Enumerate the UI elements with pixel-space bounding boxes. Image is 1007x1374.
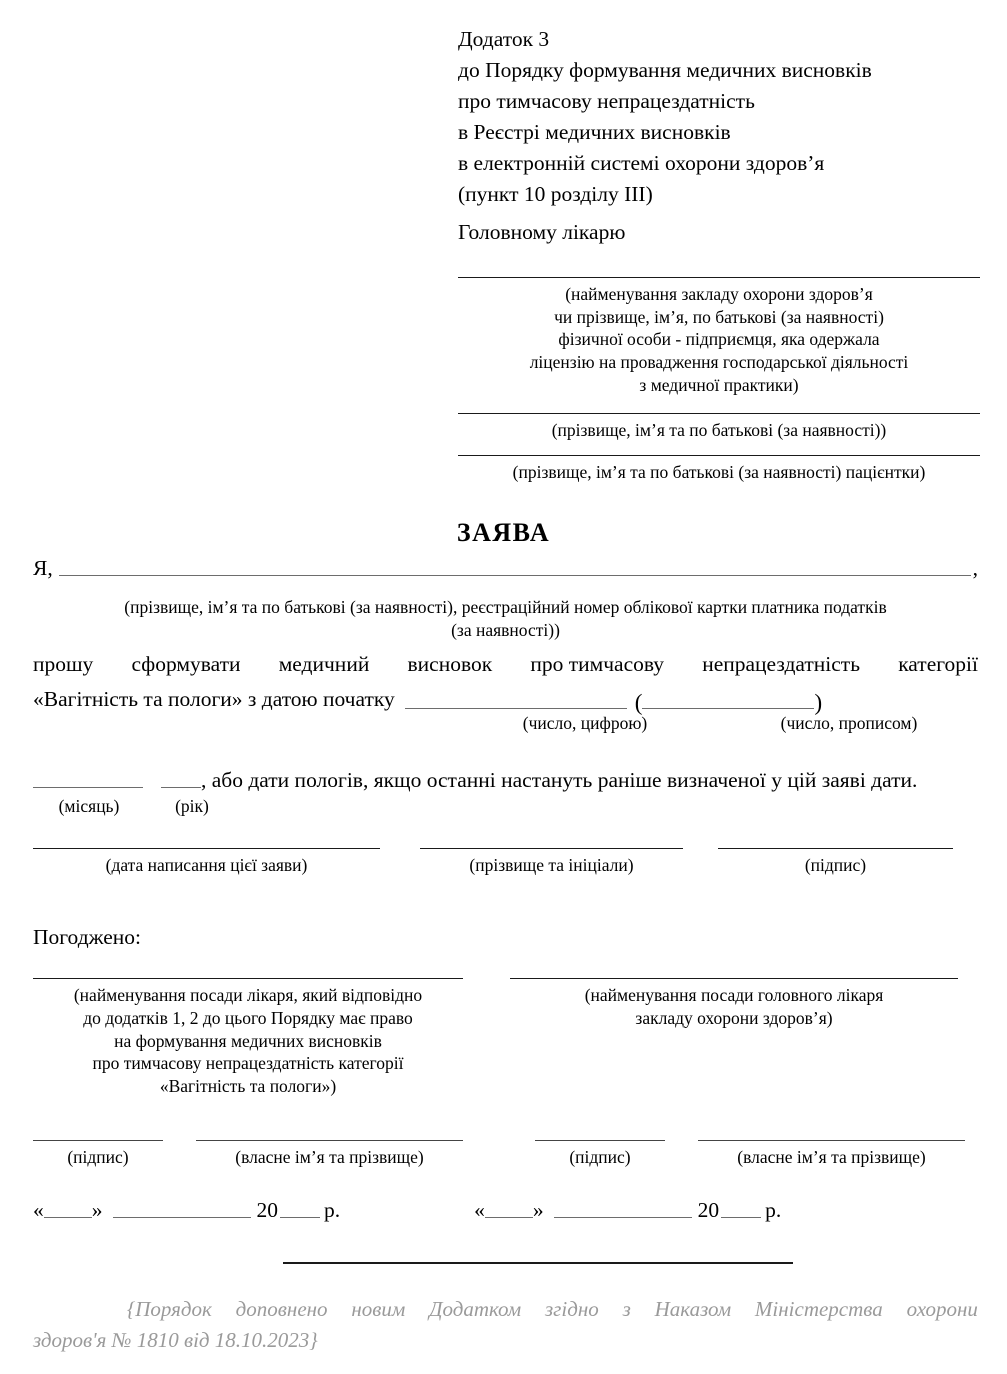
chief-position-caption-line-2: закладу охорони здоров’я) [635, 1007, 833, 1028]
amendment-word-8: Міністерства [754, 1297, 883, 1321]
right-date-month-input-line[interactable] [554, 1217, 692, 1218]
institution-caption-line-5: з медичної практики) [639, 374, 799, 395]
amendment-word-3: новим [351, 1297, 406, 1321]
start-date-words-input-line[interactable] [642, 708, 814, 709]
left-date-year-input-line[interactable] [280, 1217, 320, 1218]
doctor-position-input-line[interactable] [33, 978, 463, 979]
request-word-2: сформувати [131, 652, 241, 676]
applicant-row [33, 558, 978, 582]
left-date-quote-close: » [91, 1198, 103, 1222]
start-date-captions [460, 712, 980, 735]
appendix-header-block [458, 24, 980, 210]
doctor-position-caption [33, 984, 463, 1098]
doctor-position-caption-line-4: про тимчасову непрацездатність категорії [92, 1053, 404, 1074]
left-date-month-input-line[interactable] [113, 1217, 251, 1218]
year-input-line[interactable] [161, 787, 201, 788]
approval-date-rows [33, 1200, 978, 1224]
amendment-note [33, 1294, 978, 1356]
caption-surname-initials: (прізвище та ініціали) [469, 855, 634, 875]
approval-right-date [474, 1200, 781, 1224]
caption-year: (рік) [175, 796, 209, 816]
bottom-separator [283, 1262, 793, 1264]
chief-name-input-line[interactable] [458, 413, 980, 414]
chief-position-caption-line-1: (найменування посади головного лікаря [584, 985, 884, 1005]
month-input-line[interactable] [33, 787, 143, 788]
caption-signature: (підпис) [804, 855, 867, 875]
header-line-3: про тимчасову непрацездатність [458, 88, 755, 113]
approval-left-name-input-line[interactable] [196, 1140, 463, 1141]
doctor-position-caption-line-1: (найменування посади лікаря, який відповідно [73, 985, 423, 1005]
amendment-note-indent [33, 1294, 103, 1325]
approval-left-name-caption: (власне ім’я та прізвище) [235, 1147, 424, 1167]
approval-right-name-cell [698, 1140, 965, 1169]
caption-application-date: (дата написання цієї заяви) [105, 855, 308, 875]
approval-left-column [33, 978, 463, 1098]
paren-close: ) [814, 690, 823, 716]
right-date-day-input-line[interactable] [485, 1217, 533, 1218]
application-date-input-line[interactable] [33, 848, 380, 849]
request-word-5: про тимчасову [530, 652, 665, 676]
patient-name-caption: (прізвище, ім’я та по батькові (за наявності) пацієнтки) [512, 462, 926, 483]
request-word-3: медичний [278, 652, 370, 676]
right-date-quote-close: » [532, 1198, 544, 1222]
amendment-word-1: {Порядок [126, 1297, 212, 1321]
addressee-title: Головному лікарю [458, 220, 626, 244]
approval-right-column [510, 978, 958, 1098]
month-year-captions [33, 796, 333, 817]
institution-caption-line-4: ліцензію на провадження господарської діяльності [529, 352, 909, 373]
approval-left-signature-cell [33, 1140, 163, 1169]
request-word-7: категорії [898, 652, 978, 676]
chief-position-input-line[interactable] [510, 978, 958, 979]
doctor-position-caption-line-5: «Вагітність та пологи») [159, 1076, 337, 1096]
surname-initials-input-line[interactable] [420, 848, 683, 849]
institution-caption-line-3: фізичної особи - підприємця, яка одержала [558, 329, 880, 350]
approval-right-name-input-line[interactable] [698, 1140, 965, 1141]
request-line-2 [33, 683, 978, 716]
right-date-year-input-line[interactable] [721, 1217, 761, 1218]
applicant-signature-row [33, 848, 978, 877]
right-date-year-prefix: 20 [697, 1198, 720, 1222]
page-title: ЗАЯВА [456, 518, 551, 547]
approval-label: Погоджено: [33, 925, 141, 949]
doctor-position-caption-line-3: на формування медичних висновків [114, 1030, 382, 1051]
institution-caption [458, 283, 980, 397]
applicant-signature-captions [33, 854, 978, 877]
approval-left-name-cell [196, 1140, 463, 1169]
left-date-quote-open: « [33, 1198, 44, 1222]
applicant-label: Я, [33, 556, 53, 580]
approval-right-signature-input-line[interactable] [535, 1140, 665, 1141]
amendment-word-4: Додатком [429, 1297, 522, 1321]
right-date-year-suffix: р. [765, 1198, 782, 1222]
amendment-word-7: Наказом [654, 1297, 732, 1321]
request-word-6: непрацездатність [702, 652, 861, 676]
approval-right-signature-caption: (підпис) [569, 1147, 631, 1167]
amendment-word-5: згідно [544, 1297, 599, 1321]
header-line-5: в електронній системі охорони здоров’я [458, 150, 825, 175]
amendment-word-2: доповнено [235, 1297, 328, 1321]
institution-caption-line-2: чи прізвище, ім’я, по батькові (за наявності) [554, 306, 884, 327]
header-line-2: до Порядку формування медичних висновків [458, 57, 872, 82]
caption-number-words: (число, прописом) [780, 713, 918, 733]
month-year-row [33, 770, 978, 794]
institution-input-line[interactable] [458, 277, 980, 278]
chief-position-caption [510, 984, 958, 1030]
paren-open: ( [634, 690, 643, 716]
header-line-6: (пункт 10 розділу III) [458, 181, 653, 206]
approval-left-signature-input-line[interactable] [33, 1140, 163, 1141]
request-paragraph [33, 648, 978, 715]
request-word-4: висновок [407, 652, 493, 676]
right-date-quote-open: « [474, 1198, 485, 1222]
doctor-position-caption-line-2: до додатків 1, 2 до цього Порядку має право [83, 1007, 413, 1028]
left-date-day-input-line[interactable] [44, 1217, 92, 1218]
addressee-block [458, 219, 980, 484]
approval-left-signature-caption: (підпис) [67, 1147, 129, 1167]
applicant-caption [33, 596, 978, 642]
request-word-1: прошу [33, 652, 94, 676]
caption-number-digits: (число, цифрою) [522, 713, 648, 733]
approval-signature-row [33, 1140, 978, 1169]
applicant-name-input-line[interactable] [59, 575, 971, 576]
header-line-4: в Реєстрі медичних висновків [458, 119, 731, 144]
patient-name-input-line[interactable] [458, 455, 980, 456]
amendment-note-line-2: здоров'я № 1810 від 18.10.2023} [33, 1328, 318, 1353]
amendment-note-line-1 [33, 1294, 978, 1325]
month-year-trailing-text: , або дати пологів, якщо останні настануть раніше визначеної у цій заяві дати. [201, 768, 918, 792]
left-date-year-suffix: р. [324, 1198, 341, 1222]
approval-right-signature-cell [535, 1140, 665, 1169]
request-category-prefix: «Вагітність та пологи» з датою початку [33, 686, 395, 711]
amendment-word-6: з [622, 1297, 631, 1321]
start-date-digits-input-line[interactable] [405, 708, 627, 709]
signature-input-line[interactable] [718, 848, 953, 849]
request-line-1 [33, 648, 978, 681]
approval-right-name-caption: (власне ім’я та прізвище) [737, 1147, 926, 1167]
caption-month: (місяць) [58, 796, 120, 816]
chief-name-caption: (прізвище, ім’я та по батькові (за наявності)) [551, 419, 887, 440]
applicant-caption-line-1: (прізвище, ім’я та по батькові (за наявності), реєстраційний номер облікової картки платника податків [124, 597, 887, 617]
applicant-signature-rules [33, 848, 978, 849]
institution-caption-line-1: (найменування закладу охорони здоров’я [565, 283, 873, 304]
applicant-trailing-comma: , [972, 556, 978, 580]
applicant-caption-line-2: (за наявності)) [451, 619, 560, 640]
approval-left-date [33, 1200, 340, 1224]
left-date-year-prefix: 20 [256, 1198, 278, 1222]
amendment-word-9: охорони [906, 1297, 978, 1321]
header-line-1: Додаток 3 [458, 27, 550, 51]
approval-columns [33, 978, 978, 1098]
